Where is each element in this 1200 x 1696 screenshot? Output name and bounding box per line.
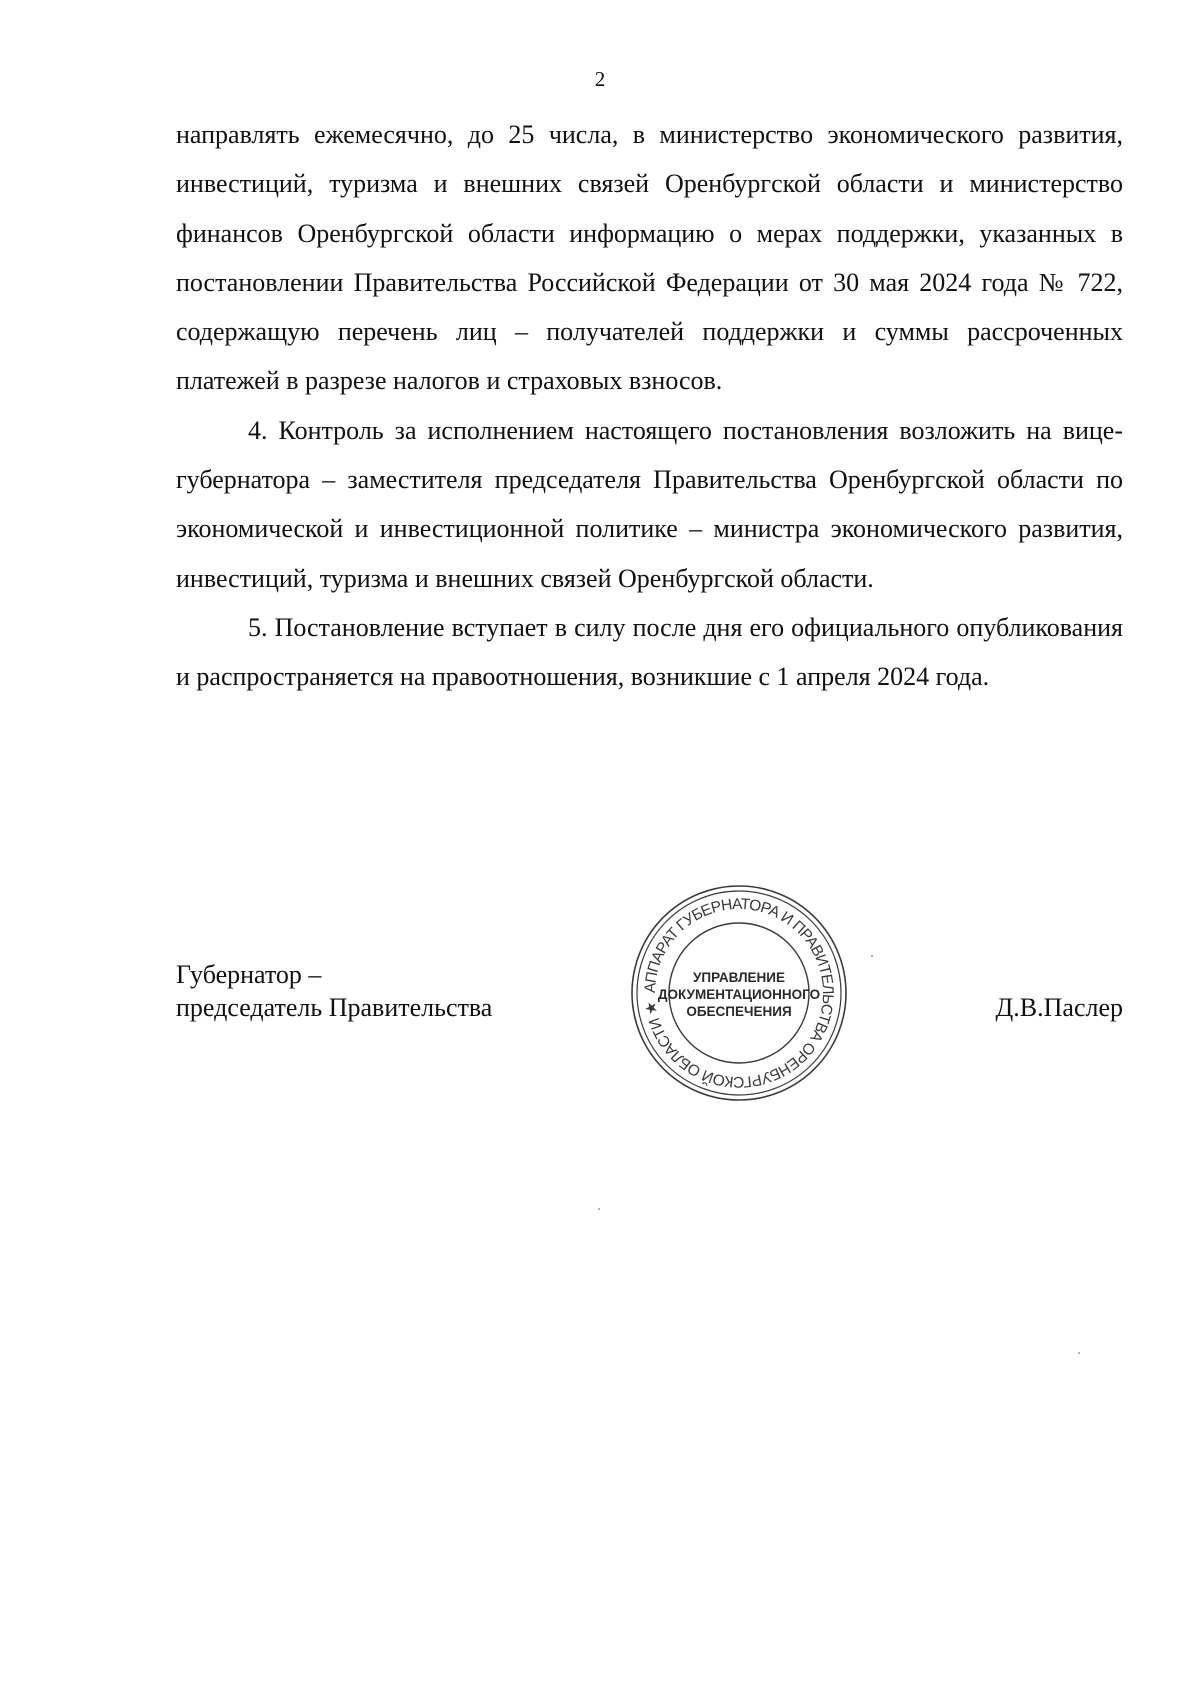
signatory-title-line-2: председатель Правительства [176,993,493,1022]
page-number: 2 [594,67,606,91]
paragraph-5: 5. Постановление вступает в силу после дня его официального опубликования и распространяется на правоотношения, возникшие с 1 апреля 2024 года. [176,612,1123,692]
official-stamp [628,882,850,1104]
scan-speck [598,1208,600,1210]
scan-speck [1078,1352,1080,1354]
stamp-seal-graphic [628,882,850,1104]
stamp-outer-text: АППАРАТ ГУБЕРНАТОРА И ПРАВИТЕЛЬСТВА ОРЕНБУРГСКОЙ ОБЛАСТИ ★ [641,895,837,1091]
scan-speck [871,955,873,957]
stamp-inner-line-3: ОБЕСПЕЧЕНИЯ [686,1004,792,1019]
paragraph-continuation: направлять ежемесячно, до 25 числа, в министерство экономического развития, инвестиций, туризма и внешних связей Оренбургской области и министерство финансов Оренбургской области информацию о мерах поддержки, указанных в постановлении Правительства Российской Федерации от 30 мая 2024 года № 722, содержащую перечень лиц – получателей поддержки и суммы рассроченных платежей в разрезе налогов и страховых взносов. [176,120,1123,396]
signatory-name: Д.В.Паслер [995,993,1123,1022]
paragraph-4: 4. Контроль за исполнением настоящего постановления возложить на вице-губернатора – заместителя председателя Правительства Оренбургской области по экономической и инвестиционной политике – министра экономического развития, инвестиций, туризма и внешних связей Оренбургской области. [176,415,1123,593]
signatory-title-line-1: Губернатор – [176,960,322,989]
stamp-inner-line-1: УПРАВЛЕНИЕ [692,970,786,985]
stamp-inner-line-2: ДОКУМЕНТАЦИОННОГО [657,987,821,1002]
document-body [176,110,1123,702]
signatory-title [176,958,492,1024]
